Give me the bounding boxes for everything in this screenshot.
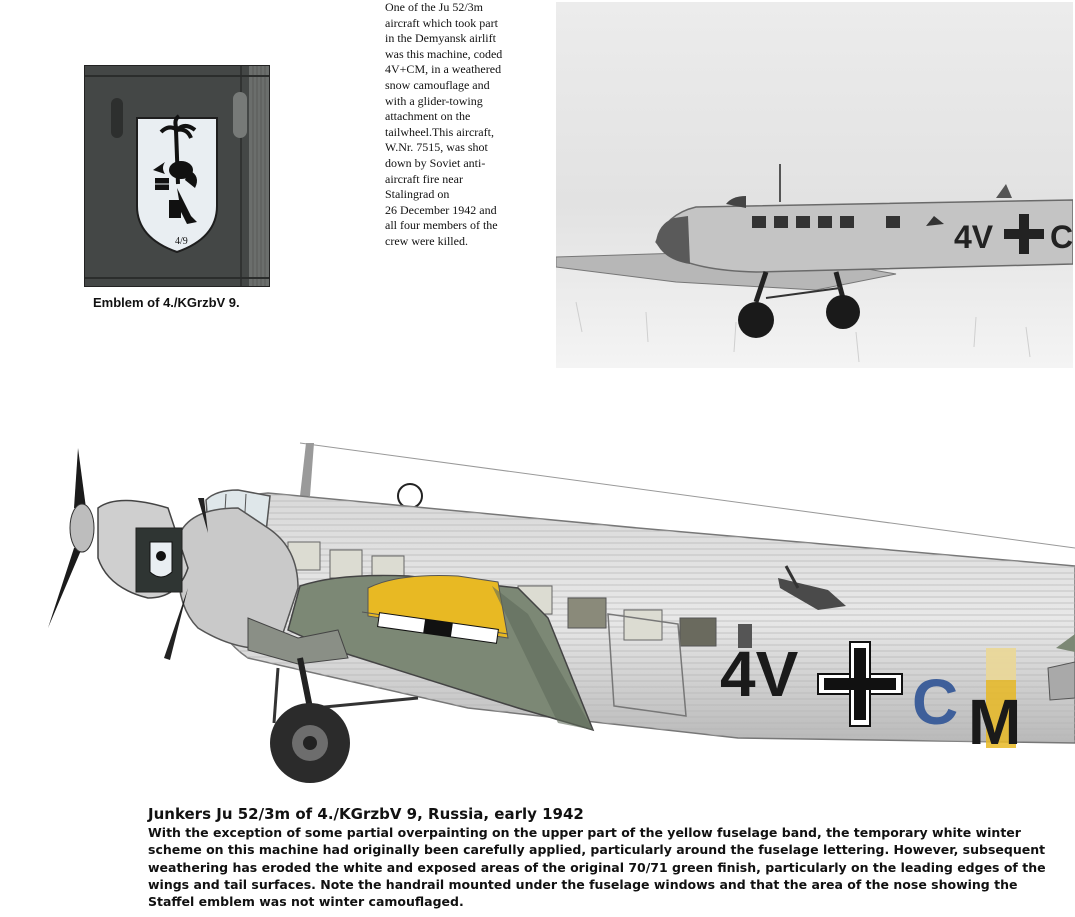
shield-marking: 4/9 (175, 236, 188, 247)
emblem-panel (84, 65, 270, 287)
photo-code-marking: 4V (954, 219, 994, 255)
airlift-note (385, 0, 545, 250)
aircraft-photo-illustration (556, 2, 1073, 368)
photo-trailing-letter: C (1050, 219, 1073, 255)
airlift-note-line: all four members of the (385, 218, 498, 233)
airlift-note-line: One of the Ju 52/3m (385, 0, 483, 14)
aircraft-photo (556, 2, 1073, 368)
airlift-note-line: with a glider-towing (385, 93, 483, 108)
profile-code-c: C (912, 666, 959, 738)
profile-title: Junkers Ju 52/3m of 4./KGrzbV 9, Russia, early 1942 (148, 805, 584, 823)
airlift-note-line: attachment on the (385, 109, 471, 124)
airlift-note-line: Stalingrad on (385, 187, 450, 202)
profile-code-m: M (968, 686, 1022, 758)
airlift-note-line: crew were killed. (385, 233, 468, 248)
airlift-note-line: tailwheel.This aircraft, (385, 124, 494, 139)
airlift-note-line: aircraft fire near (385, 171, 463, 186)
airlift-note-line: 26 December 1942 and (385, 202, 497, 217)
aircraft-profile-illustration (38, 438, 1075, 790)
emblem-illustration (85, 66, 269, 286)
profile-description: With the exception of some partial overpainting on the upper part of the yellow fuselage band, the temporary white winter scheme on this machine had originally been carefully applied, particularly around the fuselage lettering. However, subsequent weathering has eroded the white and exposed areas of the original 70/71 green finish, particularly on the leading edges of the wings and tail surfaces. Note the handrail mounted under the fuselage windows and that the area of the nose showing the Staffel emblem was not winter camouflaged. (148, 825, 1046, 910)
airlift-note-line: aircraft which took part (385, 15, 498, 30)
profile-code-marking: 4V (720, 638, 799, 710)
airlift-note-line: W.Nr. 7515, was shot (385, 140, 488, 155)
airlift-note-line: snow camouflage and (385, 77, 490, 92)
airlift-note-line: in the Demyansk airlift (385, 31, 496, 46)
emblem-caption: Emblem of 4./KGrzbV 9. (93, 295, 240, 310)
airlift-note-line: 4V+CM, in a weathered (385, 62, 502, 77)
aircraft-profile (38, 438, 1075, 790)
airlift-note-line: was this machine, coded (385, 46, 503, 61)
airlift-note-line: down by Soviet anti- (385, 155, 486, 170)
